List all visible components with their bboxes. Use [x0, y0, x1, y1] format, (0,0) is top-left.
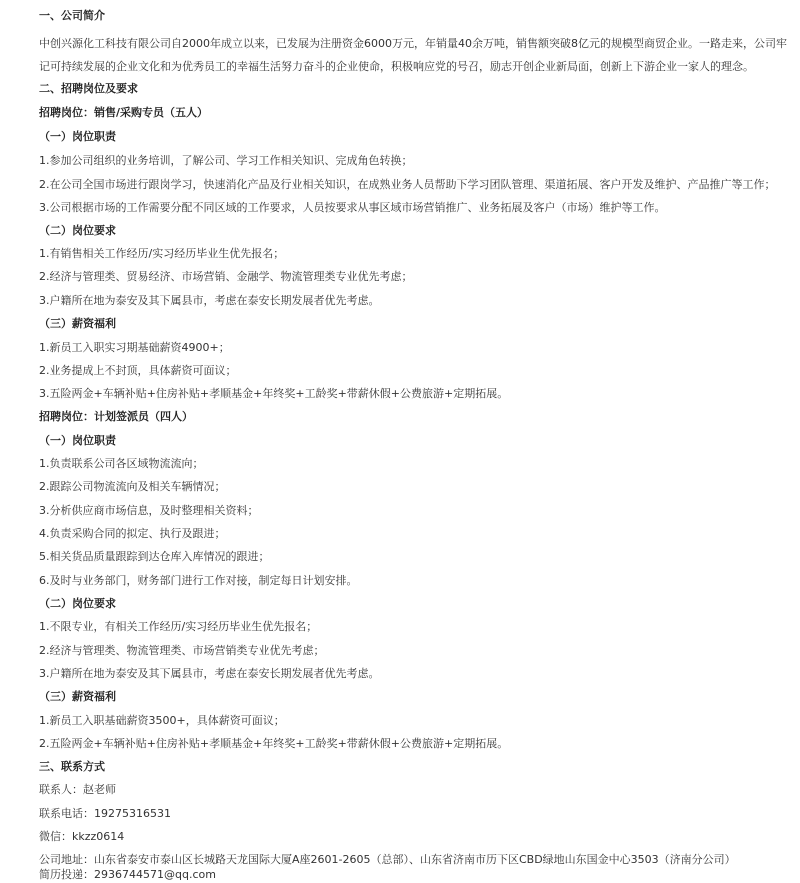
list-item: 1.不限专业，有相关工作经历/实习经历毕业生优先报名；	[39, 620, 318, 633]
pay-heading: （三）薪资福利	[39, 317, 116, 330]
list-item: 3.五险两金+车辆补贴+住房补贴+孝顺基金+年终奖+工龄奖+带薪休假+公费旅游+定期拓展。	[39, 387, 509, 400]
section-heading-positions: 二、招聘岗位及要求	[39, 82, 138, 95]
contact-person: 联系人：赵老师	[39, 783, 116, 796]
pay-heading: （三）薪资福利	[39, 690, 116, 703]
list-item: 1.新员工入职实习期基础薪资4900+；	[39, 341, 230, 354]
list-item: 1.参加公司组织的业务培训，了解公司、学习工作相关知识、完成角色转换；	[39, 154, 413, 167]
list-item: 6.及时与业务部门，财务部门进行工作对接，制定每日计划安排。	[39, 574, 358, 587]
section-heading-company-intro: 一、公司简介	[39, 9, 105, 22]
list-item: 1.有销售相关工作经历/实习经历毕业生优先报名；	[39, 247, 285, 260]
company-address: 公司地址：山东省泰安市泰山区长城路天龙国际大厦A座2601-2605（总部）、山东省济南市历下区CBD绿地山东国金中心3503（济南分公司）	[39, 853, 736, 866]
list-item: 2.业务提成上不封顶，具体薪资可面议；	[39, 364, 237, 377]
resume-email: 简历投递：2936744571@qq.com	[39, 868, 216, 881]
list-item: 3.户籍所在地为泰安及其下属县市，考虑在泰安长期发展者优先考虑。	[39, 667, 380, 680]
list-item: 3.分析供应商市场信息，及时整理相关资料；	[39, 504, 259, 517]
contact-wechat: 微信：kkzz0614	[39, 830, 125, 843]
list-item: 2.五险两金+车辆补贴+住房补贴+孝顺基金+年终奖+工龄奖+带薪休假+公费旅游+定期拓展。	[39, 737, 509, 750]
list-item: 1.负责联系公司各区域物流流向；	[39, 457, 204, 470]
list-item: 1.新员工入职基础薪资3500+，具体薪资可面议；	[39, 714, 285, 727]
contact-phone: 联系电话：19275316531	[39, 807, 171, 820]
position-title-sales: 招聘岗位：销售/采购专员（五人）	[39, 106, 209, 119]
section-heading-contact: 三、联系方式	[39, 760, 105, 773]
duties-heading: （一）岗位职责	[39, 130, 116, 143]
list-item: 2.在公司全国市场进行跟岗学习，快速消化产品及行业相关知识，在成熟业务人员帮助下学习团队管理、渠道拓展、客户开发及维护、产品推广等工作；	[39, 178, 776, 191]
list-item: 2.经济与管理类、贸易经济、市场营销、金融学、物流管理类专业优先考虑；	[39, 270, 413, 283]
list-item: 5.相关货品质量跟踪到达仓库入库情况的跟进；	[39, 550, 270, 563]
requirements-heading: （二）岗位要求	[39, 597, 116, 610]
list-item: 2.经济与管理类、物流管理类、市场营销类专业优先考虑；	[39, 644, 325, 657]
position-title-dispatcher: 招聘岗位：计划签派员（四人）	[39, 410, 193, 423]
list-item: 4.负责采购合同的拟定、执行及跟进；	[39, 527, 226, 540]
requirements-heading: （二）岗位要求	[39, 224, 116, 237]
list-item: 3.公司根据市场的工作需要分配不同区域的工作要求，人员按要求从事区域市场营销推广、业务拓展及客户（市场）维护等工作。	[39, 201, 666, 214]
company-intro-paragraph: 中创兴源化工科技有限公司自2000年成立以来，已发展为注册资金6000万元，年销量40余万吨，销售额突破8亿元的规模型商贸企业。一路走来，公司牢记可持续发展的企业文化和为优秀员工的幸福生活努力奋斗的企业使命，积极响应党的号召，励志开创企业新局面，创新上下游企业一家人的理念。	[39, 37, 787, 73]
duties-heading: （一）岗位职责	[39, 434, 116, 447]
list-item: 3.户籍所在地为泰安及其下属县市，考虑在泰安长期发展者优先考虑。	[39, 294, 380, 307]
list-item: 2.跟踪公司物流流向及相关车辆情况；	[39, 480, 226, 493]
